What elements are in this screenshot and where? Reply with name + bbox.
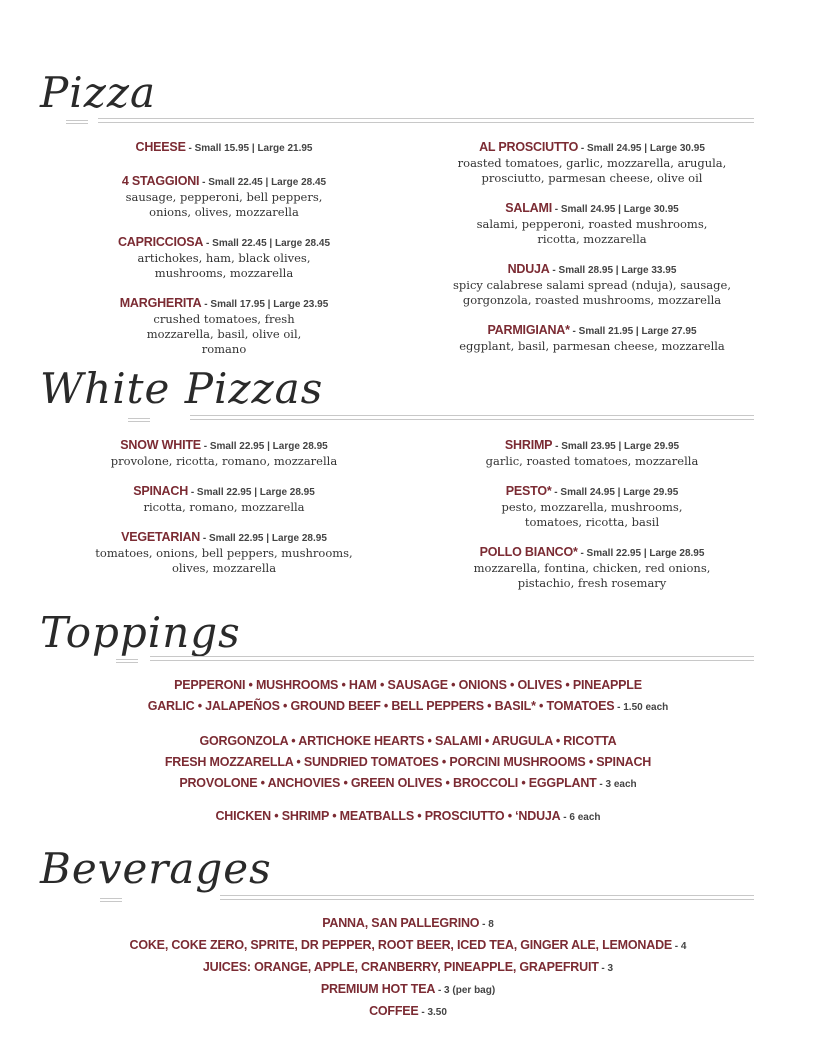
white-left-column xyxy=(74,436,374,589)
menu-item xyxy=(74,138,374,156)
beverage-name: JUICES: ORANGE, APPLE, CRANBERRY, PINEAPPLE, GRAPEFRUIT xyxy=(202,960,599,974)
title-underline xyxy=(128,418,150,422)
menu-item xyxy=(442,138,742,186)
item-name: VEGETARIAN xyxy=(121,530,201,544)
item-price: - Small 24.95 | Large 30.95 xyxy=(578,143,705,154)
item-description: garlic, roasted tomatoes, mozzarella xyxy=(485,454,699,468)
beverage-price: - 8 xyxy=(479,919,494,930)
title-underline xyxy=(100,898,122,902)
menu-item xyxy=(74,233,374,281)
item-price: - Small 23.95 | Large 29.95 xyxy=(552,441,680,452)
section-title-white-pizzas: White Pizzas xyxy=(40,364,324,413)
pizza-left-column xyxy=(74,138,374,370)
beverage-price: - 3.50 xyxy=(418,1007,447,1018)
toppings-group-3 xyxy=(0,805,816,827)
toppings-line: CHICKEN • SHRIMP • MEATBALLS • PROSCIUTTO • ‘NDUJA xyxy=(215,809,561,823)
beverage-name: PREMIUM HOT TEA xyxy=(320,982,436,996)
toppings-price: - 1.50 each xyxy=(614,702,669,713)
section-divider xyxy=(190,415,754,420)
toppings-line: GARLIC • JALAPEÑOS • GROUND BEEF • BELL PEPPERS • BASIL* • TOMATOES xyxy=(147,699,615,713)
section-divider xyxy=(220,895,754,900)
menu-item xyxy=(74,482,374,515)
item-name: SHRIMP xyxy=(504,438,553,452)
item-name: SALAMI xyxy=(505,201,552,215)
section-divider xyxy=(150,656,754,661)
toppings-price: - 6 each xyxy=(560,812,601,823)
item-name: PARMIGIANA* xyxy=(487,323,570,337)
menu-item xyxy=(74,528,374,576)
beverage-price: - 3 (per bag) xyxy=(435,985,496,996)
item-description: mozzarella, fontina, chicken, red onions, pistachio, fresh rosemary xyxy=(473,561,711,590)
item-name: CHEESE xyxy=(135,140,186,154)
item-price: - Small 15.95 | Large 21.95 xyxy=(185,143,313,154)
toppings-line: PROVOLONE • ANCHOVIES • GREEN OLIVES • BROCCOLI • EGGPLANT xyxy=(179,776,597,790)
white-right-column xyxy=(442,436,742,604)
toppings-price: - 3 each xyxy=(596,779,637,790)
beverage-name: PANNA, SAN PALLEGRINO xyxy=(322,916,480,930)
section-title-beverages: Beverages xyxy=(40,844,272,893)
menu-item xyxy=(74,436,374,469)
item-description: sausage, pepperoni, bell peppers, onions, olives, mozzarella xyxy=(125,190,323,219)
item-name: SNOW WHITE xyxy=(120,438,201,452)
title-underline xyxy=(66,120,88,124)
item-description: artichokes, ham, black olives, mushrooms, mozzarella xyxy=(137,251,311,280)
item-price: - Small 22.45 | Large 28.45 xyxy=(203,238,331,249)
item-price: - Small 17.95 | Large 23.95 xyxy=(201,299,329,310)
item-description: pesto, mozzarella, mushrooms, tomatoes, ricotta, basil xyxy=(501,500,683,529)
section-title-toppings: Toppings xyxy=(40,608,241,657)
item-name: CAPRICCIOSA xyxy=(117,235,204,249)
item-price: - Small 22.95 | Large 28.95 xyxy=(200,533,327,544)
section-title-pizza: Pizza xyxy=(40,68,156,117)
item-price: - Small 22.95 | Large 28.95 xyxy=(200,441,328,452)
item-name: POLLO BIANCO* xyxy=(479,545,578,559)
toppings-line: FRESH MOZZARELLA • SUNDRIED TOMATOES • PORCINI MUSHROOMS • SPINACH xyxy=(164,755,652,769)
beverage-price: - 4 xyxy=(672,941,687,952)
item-price: - Small 21.95 | Large 27.95 xyxy=(569,326,697,337)
item-description: crushed tomatoes, fresh mozzarella, basil, olive oil, romano xyxy=(146,312,302,356)
beverage-name: COKE, COKE ZERO, SPRITE, DR PEPPER, ROOT BEER, ICED TEA, GINGER ALE, LEMONADE xyxy=(129,938,673,952)
toppings-line: GORGONZOLA • ARTICHOKE HEARTS • SALAMI • ARUGULA • RICOTTA xyxy=(199,734,617,748)
menu-item xyxy=(442,321,742,354)
item-name: AL PROSCIUTTO xyxy=(479,140,579,154)
item-name: MARGHERITA xyxy=(119,296,202,310)
item-description: eggplant, basil, parmesan cheese, mozzarella xyxy=(459,339,725,353)
item-name: 4 STAGGIONI xyxy=(121,174,200,188)
menu-item xyxy=(442,436,742,469)
title-underline xyxy=(116,659,138,663)
menu-item xyxy=(442,482,742,530)
menu-item xyxy=(74,172,374,220)
item-name: NDUJA xyxy=(507,262,550,276)
item-name: SPINACH xyxy=(133,484,189,498)
menu-item xyxy=(442,543,742,591)
pizza-right-column xyxy=(442,138,742,367)
item-description: spicy calabrese salami spread (nduja), sausage, gorgonzola, roasted mushrooms, mozzarella xyxy=(453,278,731,307)
menu-item xyxy=(442,199,742,247)
item-description: tomatoes, onions, bell peppers, mushrooms, olives, mozzarella xyxy=(95,546,353,575)
item-price: - Small 24.95 | Large 30.95 xyxy=(551,204,679,215)
item-price: - Small 28.95 | Large 33.95 xyxy=(549,265,677,276)
section-divider xyxy=(98,118,754,123)
item-price: - Small 22.95 | Large 28.95 xyxy=(577,548,705,559)
beverage-name: COFFEE xyxy=(369,1004,419,1018)
item-description: ricotta, romano, mozzarella xyxy=(143,500,305,514)
item-price: - Small 22.95 | Large 28.95 xyxy=(188,487,315,498)
item-description: roasted tomatoes, garlic, mozzarella, arugula, prosciutto, parmesan cheese, olive oil xyxy=(457,156,727,185)
toppings-group-1 xyxy=(0,674,816,717)
toppings-group-2 xyxy=(0,730,816,794)
menu-item xyxy=(442,260,742,308)
menu-item xyxy=(74,294,374,357)
item-description: salami, pepperoni, roasted mushrooms, ricotta, mozzarella xyxy=(476,217,708,246)
item-price: - Small 22.45 | Large 28.45 xyxy=(199,177,327,188)
beverage-price: - 3 xyxy=(598,963,614,974)
toppings-line: PEPPERONI • MUSHROOMS • HAM • SAUSAGE • ONIONS • OLIVES • PINEAPPLE xyxy=(174,678,642,692)
item-price: - Small 24.95 | Large 29.95 xyxy=(551,487,679,498)
beverages-list xyxy=(0,912,816,1022)
item-description: provolone, ricotta, romano, mozzarella xyxy=(110,454,338,468)
item-name: PESTO* xyxy=(505,484,552,498)
